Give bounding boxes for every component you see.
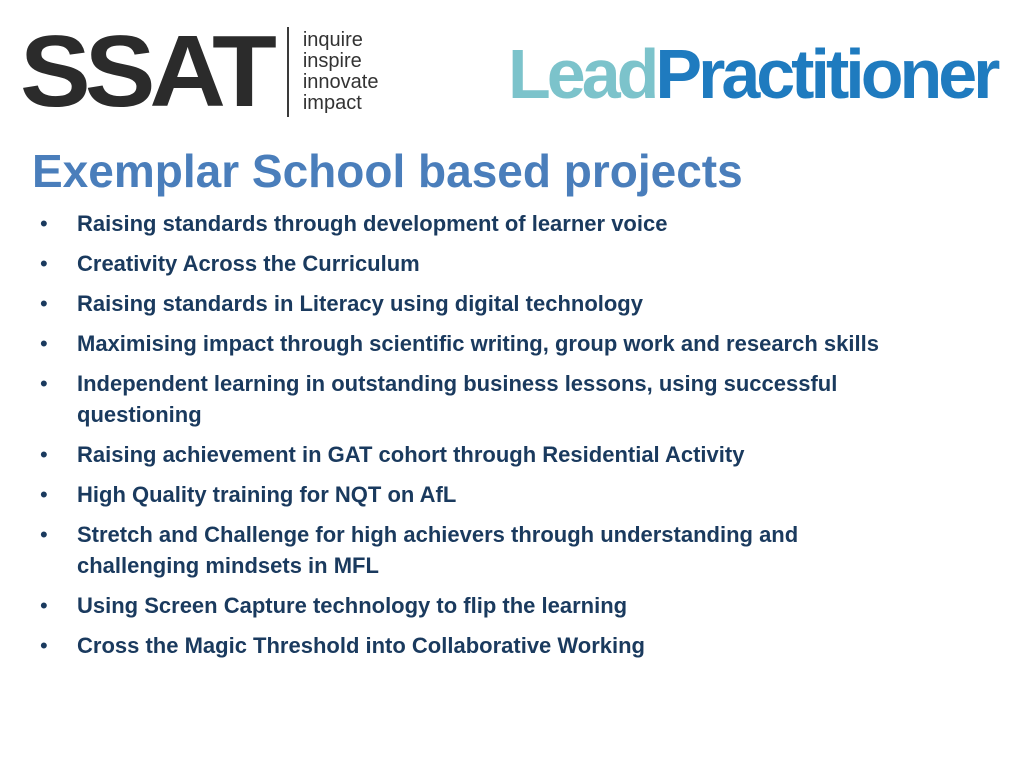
list-item-text: Stretch and Challenge for high achievers through understanding and challenging mindsets in MFL (77, 522, 799, 578)
list-item (40, 439, 900, 470)
list-item (40, 288, 900, 319)
list-item (40, 368, 900, 430)
project-list (40, 208, 900, 670)
lead-practitioner-logo (508, 36, 996, 112)
bullet-icon: • (40, 633, 48, 658)
ssat-logo (20, 15, 379, 129)
list-item-text: Using Screen Capture technology to flip the learning (77, 593, 628, 618)
list-item (40, 248, 900, 279)
list-item-text: Independent learning in outstanding business lessons, using successful questioning (77, 371, 838, 427)
list-item (40, 479, 900, 510)
bullet-icon: • (40, 593, 48, 618)
list-item-text: Raising achievement in GAT cohort through Residential Activity (77, 442, 745, 467)
slide-title: Exemplar School based projects (32, 145, 743, 197)
bullet-icon: • (40, 291, 48, 316)
lead-practitioner-logo-lead: Lead (508, 35, 656, 113)
bullet-icon: • (40, 522, 48, 547)
list-item-text: Raising standards in Literacy using digital technology (77, 291, 643, 316)
list-item (40, 519, 900, 581)
list-item-text: Maximising impact through scientific writing, group work and research skills (77, 331, 879, 356)
list-item-text: Cross the Magic Threshold into Collaborative Working (77, 633, 645, 658)
bullet-icon: • (40, 251, 48, 276)
ssat-wordmark: SSAT (20, 15, 271, 129)
list-item (40, 630, 900, 661)
ssat-tagline-line: inspire (302, 50, 362, 72)
list-item (40, 208, 900, 239)
ssat-tagline-line: impact (302, 92, 362, 114)
bullet-icon: • (40, 371, 48, 396)
lead-practitioner-logo-practitioner: Practitioner (655, 35, 997, 113)
ssat-tagline (303, 30, 379, 114)
list-item-text: Raising standards through development of learner voice (77, 211, 668, 236)
ssat-tagline-line: innovate (302, 71, 379, 93)
ssat-tagline-line: inquire (302, 29, 363, 51)
bullet-icon: • (40, 482, 48, 507)
list-item (40, 328, 900, 359)
ssat-logo-divider (287, 27, 289, 117)
list-item (40, 590, 900, 621)
bullet-icon: • (40, 331, 48, 356)
list-item-text: High Quality training for NQT on AfL (77, 482, 457, 507)
bullet-icon: • (40, 211, 48, 236)
bullet-icon: • (40, 442, 48, 467)
list-item-text: Creativity Across the Curriculum (77, 251, 420, 276)
